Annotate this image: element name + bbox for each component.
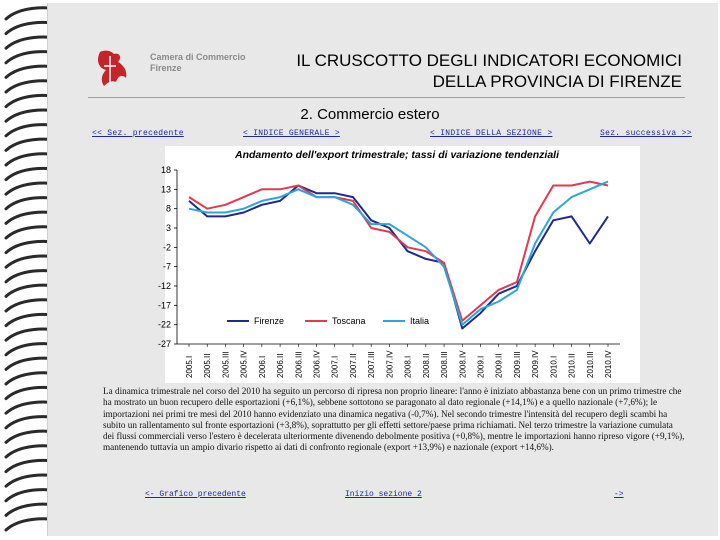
y-tick-label: 18: [160, 165, 171, 175]
x-tick-label: 2006.III: [294, 351, 304, 378]
page-title: [252, 50, 682, 92]
prev-section-link[interactable]: << Sez. precedente: [92, 129, 184, 138]
y-tick-label: 13: [160, 184, 171, 195]
title-line1: IL CRUSCOTTO DEGLI INDICATORI ECONOMICI: [296, 51, 682, 70]
legend-label: Firenze: [254, 316, 285, 326]
export-line-chart: [157, 146, 640, 383]
y-tick-label: -2: [162, 242, 171, 253]
series-line-firenze: [189, 186, 608, 329]
title-line2: DELLA PROVINCIA DI FIRENZE: [432, 72, 682, 91]
next-section-link[interactable]: Sez. successiva >>: [600, 129, 692, 138]
x-tick-label: 2007.III: [367, 351, 377, 378]
x-tick-label: 2008.II: [421, 353, 431, 378]
general-index-link[interactable]: < INDICE GENERALE >: [243, 129, 340, 138]
x-tick-label: 2006.IV: [312, 350, 322, 378]
x-tick-label: 2005.IV: [239, 350, 249, 378]
legend-label: Toscana: [332, 316, 366, 326]
x-tick-label: 2008.IV: [458, 350, 468, 378]
next-link[interactable]: ->: [614, 490, 624, 499]
y-tick-label: -27: [157, 339, 171, 349]
x-tick-label: 2007.II: [348, 353, 358, 378]
series-line-italia: [189, 182, 608, 325]
x-tick-label: 2009.IV: [531, 350, 541, 378]
y-tick-label: -12: [157, 281, 171, 291]
x-tick-label: 2006.II: [276, 353, 286, 378]
section-index-link[interactable]: < INDICE DELLA SEZIONE >: [430, 129, 553, 138]
chart-title: Andamento dell'export trimestrale; tassi di variazione tendenziali: [235, 149, 559, 161]
x-tick-label: 2010.I: [549, 355, 559, 378]
section-subtitle: 2. Commercio estero: [300, 106, 440, 123]
x-tick-label: 2009.I: [476, 355, 486, 378]
x-tick-label: 2007.IV: [385, 350, 395, 378]
logo-text: [150, 52, 246, 74]
legend-label: Italia: [410, 316, 430, 326]
x-tick-label: 2005.I: [185, 355, 194, 378]
x-tick-label: 2009.III: [512, 351, 522, 378]
x-tick-label: 2010.IV: [604, 350, 613, 378]
x-tick-label: 2005.III: [221, 351, 231, 378]
x-tick-label: 2008.III: [440, 351, 450, 378]
section-start-link[interactable]: Inizio sezione 2: [345, 490, 422, 499]
header-divider: [88, 97, 685, 98]
y-tick-label: 8: [165, 203, 171, 214]
analysis-paragraph: La dinamica trimestrale nel corso del 2010 ha seguito un percorso di ripresa non proprio lineare: l'anno è iniziato abbastanza bene con un primo trimestre che ha mostrato un buon recupero delle esportazioni (+6,1%), sebbene sottotono se paragonato al dato regionale (+14,1%) e a quello nazionale (+7,6%); le importazioni nei primi tre mesi del 2010 hanno evidenziato una dinamica negativa (-0,7%). Nel secondo trimestre l'intensità del recupero degli scambi ha subito un rallentamento sul fronte esportazioni (+3,8%), soprattutto per gli effetti settore/paese prima richiamati. Nel terzo trimestre la variazione cumulata dei flussi commerciali verso l'estero è decelerata ulteriormente divenendo debolmente positiva (+0,8%), mentre le importazioni hanno ripreso vigore (+9,1%), mantenendo tuttavia un ampio divario rispetto ai dati di confronto regionale (export +13,9%) e nazionale (export +14,6%).: [103, 386, 685, 453]
y-tick-label: -22: [157, 319, 171, 330]
y-tick-label: -7: [162, 261, 171, 272]
x-tick-label: 2010.III: [585, 351, 595, 378]
y-tick-label: 3: [165, 223, 171, 233]
series-line-toscana: [189, 182, 608, 321]
x-tick-label: 2009.II: [494, 353, 504, 378]
x-tick-label: 2010.II: [567, 353, 577, 378]
logo-text-line1: Camera di Commercio: [150, 52, 246, 62]
x-tick-label: 2006.I: [257, 355, 267, 378]
y-tick-label: -17: [157, 300, 171, 311]
x-tick-label: 2005.II: [203, 353, 213, 378]
prev-chart-link[interactable]: <- Grafico precedente: [145, 490, 246, 499]
logo-text-line2: Firenze: [150, 63, 182, 73]
x-tick-label: 2007.I: [330, 355, 340, 378]
x-tick-label: 2008.I: [403, 355, 413, 378]
